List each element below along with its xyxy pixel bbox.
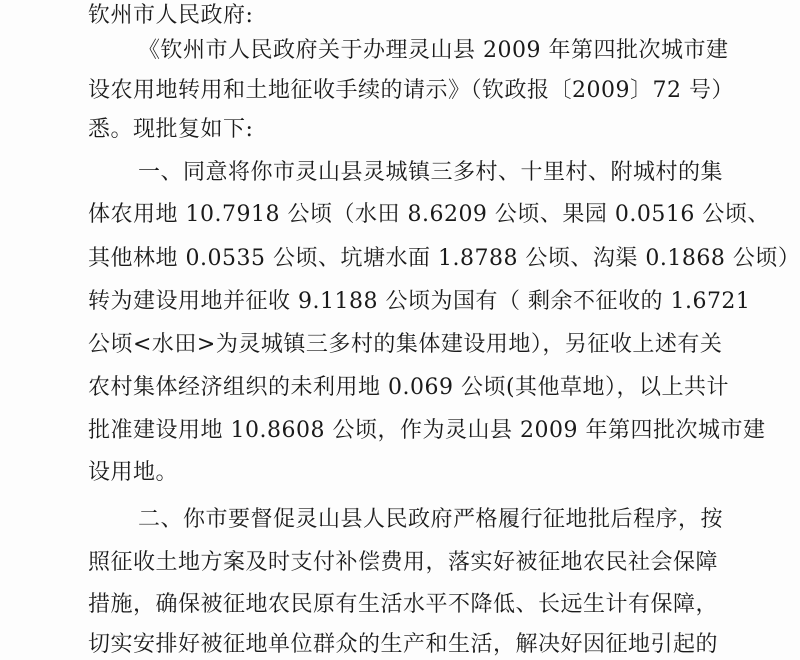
text-line-5: 体农用地 10.7918 公顷（水田 8.6209 公顷、果园 0.0516 公顷、 <box>88 202 770 227</box>
text-line-1: 《钦州市人民政府关于办理灵山县 2009 年第四批次城市建 <box>138 38 729 63</box>
text-line-10: 批准建设用地 10.8608 公顷，作为灵山县 2009 年第四批次城市建 <box>88 418 766 443</box>
text-line-7: 转为建设用地并征收 9.1188 公顷为国有（ 剩余不征收的 1.6721 <box>88 289 751 314</box>
text-line-8: 公顷<水田>为灵城镇三多村的集体建设用地），另征收上述有关 <box>88 332 723 357</box>
addressee: 钦州市人民政府: <box>88 3 254 28</box>
text-line-3: 悉。现批复如下: <box>88 117 254 142</box>
text-line-12: 二、你市要督促灵山县人民政府严格履行征地批后程序，按 <box>138 507 724 532</box>
text-line-2: 设农用地转用和土地征收手续的请示》（钦政报〔2009〕72 号） <box>88 78 734 103</box>
text-line-6: 其他林地 0.0535 公顷、坑塘水面 1.8788 公顷、沟渠 0.1868 公顷） <box>88 246 800 271</box>
text-line-15: 切实安排好被征地单位群众的生产和生活，解决好因征地引起的 <box>88 632 719 657</box>
text-line-4: 一、同意将你市灵山县灵城镇三多村、十里村、附城村的集 <box>138 160 724 185</box>
text-line-11: 设用地。 <box>88 460 179 485</box>
text-line-14: 措施，确保被征地农民原有生活水平不降低、长远生计有保障， <box>88 592 719 617</box>
text-line-9: 农村集体经济组织的未利用地 0.069 公顷(其他草地），以上共计 <box>88 375 730 400</box>
text-line-13: 照征收土地方案及时支付补偿费用，落实好被征地农民社会保障 <box>88 550 719 575</box>
